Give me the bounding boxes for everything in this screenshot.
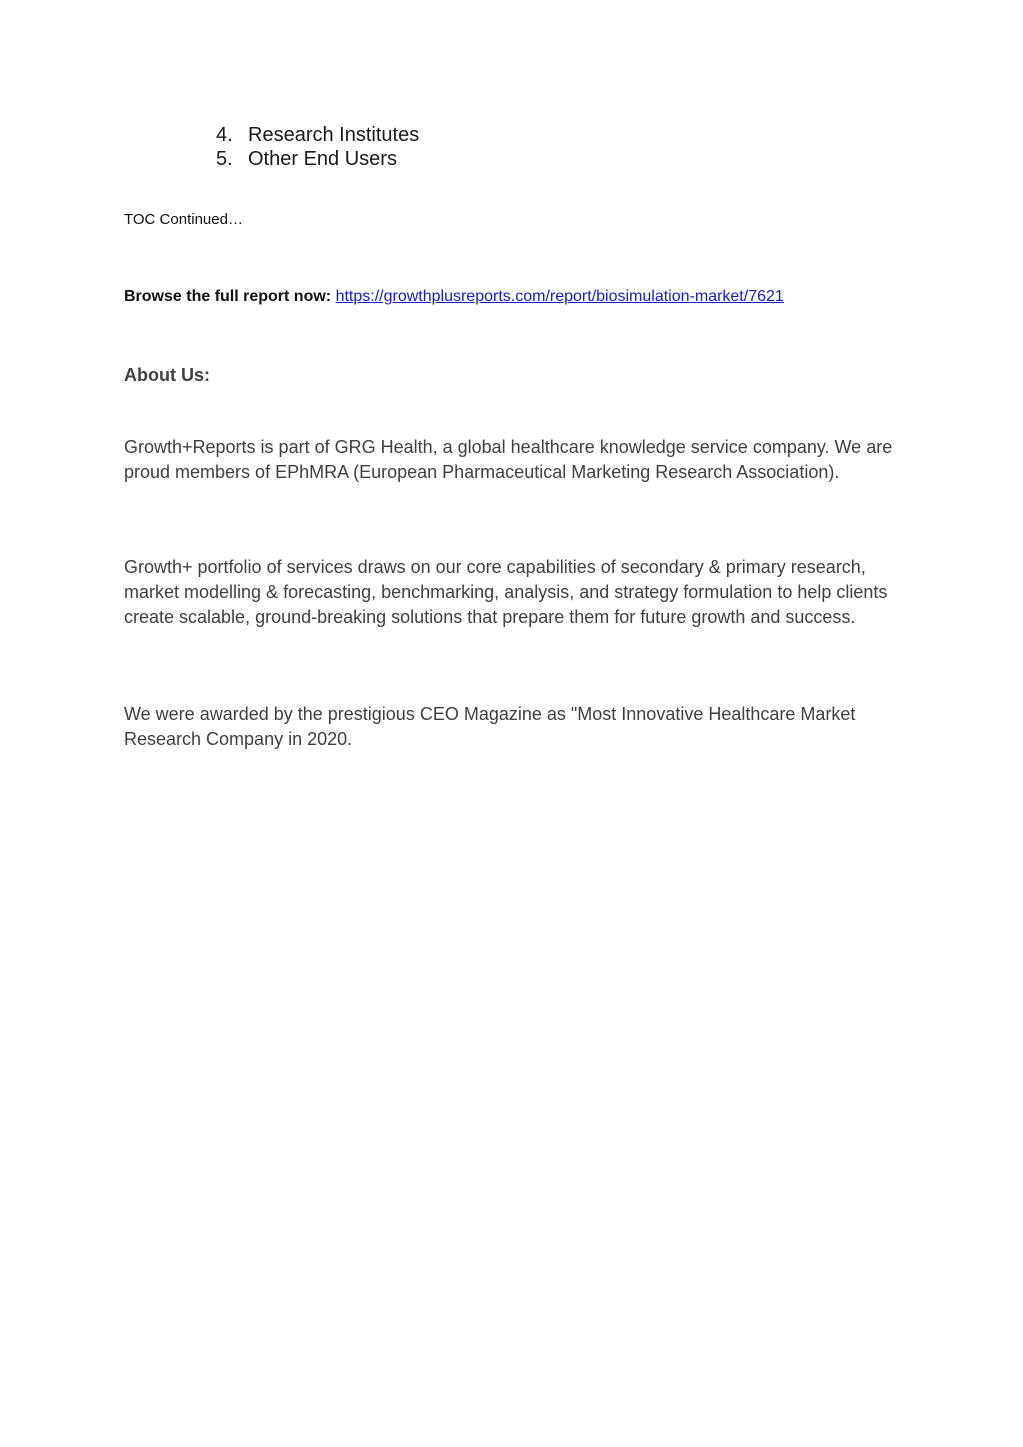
list-item-label: Research Institutes (248, 124, 420, 146)
report-link[interactable]: https://growthplusreports.com/report/biosimulation-market/7621 (335, 288, 784, 305)
browse-label: Browse the full report now: (124, 288, 332, 305)
about-us-heading: About Us: (124, 365, 210, 385)
list-item (216, 147, 419, 171)
list-item-label: Other End Users (248, 148, 397, 170)
about-paragraph-company: Growth+Reports is part of GRG Health, a global healthcare knowledge service company. We are proud members of EPhMRA (European Pharmaceutical Marketing Research Association). (124, 437, 893, 482)
list-item-number: 5. (216, 148, 233, 170)
toc-continued-note: TOC Continued… (124, 211, 243, 228)
list-item (216, 123, 419, 147)
list-item-number: 4. (216, 124, 233, 146)
about-paragraph-award: We were awarded by the prestigious CEO Magazine as "Most Innovative Healthcare Market Research Company in 2020. (124, 704, 856, 749)
end-user-list (216, 123, 419, 171)
about-paragraph-services: Growth+ portfolio of services draws on our core capabilities of secondary & primary research, market modelling & forecasting, benchmarking, analysis, and strategy formulation to help clients create scalable, ground-breaking solutions that prepare them for future growth and success. (124, 557, 888, 627)
browse-report-line (124, 288, 784, 306)
